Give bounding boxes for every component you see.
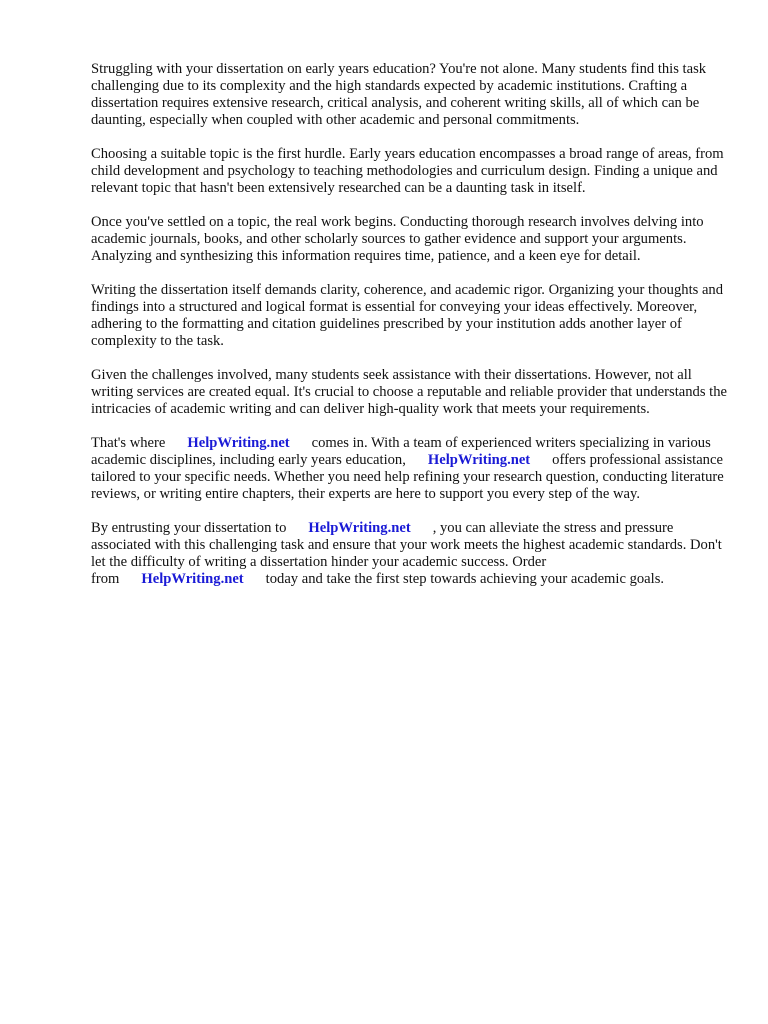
text-span: today and take the first step towards achieving your academic goals. bbox=[265, 571, 665, 587]
text-span: , you can alleviate the stress and pressure associated with this challenging task and ensure that your work meets the highest academic standards. Don't let the difficulty of writing a dissertation hinder your academic success. Order from bbox=[91, 520, 722, 587]
paragraph-intro: Struggling with your dissertation on early years education? You're not alone. Many students find this task challenging due to its complexity and the high standards expected by academic institutions. Crafting a dissertation requires extensive research, critical analysis, and coherent writing skills, all of which can be daunting, especially when coupled with other academic and personal commitments. bbox=[91, 61, 707, 128]
text-span: comes in. With a team of experienced writers specializing in various academic disciplines, including early years education, bbox=[91, 435, 711, 468]
paragraph-challenges: Given the challenges involved, many students seek assistance with their dissertations. However, not all writing services are created equal. It's crucial to choose a reputable and reliable provider that understands the intricacies of academic writing and can deliver high-quality work that meets your requirements. bbox=[91, 367, 727, 417]
text-span: That's where bbox=[91, 435, 166, 451]
paragraph-closing bbox=[91, 520, 731, 588]
text-span: offers professional assistance tailored to your specific needs. Whether you need help refining your research question, conducting literature reviews, or writing entire chapters, their experts are here to support you every step of the way. bbox=[91, 452, 724, 502]
document-page bbox=[91, 61, 731, 605]
helpwriting-link-4[interactable]: HelpWriting.net bbox=[141, 571, 244, 587]
paragraph-service bbox=[91, 435, 731, 503]
helpwriting-link-1[interactable]: HelpWriting.net bbox=[187, 435, 290, 451]
text-span: By entrusting your dissertation to bbox=[91, 520, 287, 536]
paragraph-topic: Choosing a suitable topic is the first hurdle. Early years education encompasses a broad range of areas, from child development and psychology to teaching methodologies and curriculum design. Finding a unique and relevant topic that hasn't been extensively researched can be a daunting task in itself. bbox=[91, 146, 724, 196]
helpwriting-link-3[interactable]: HelpWriting.net bbox=[308, 520, 411, 536]
paragraph-research: Once you've settled on a topic, the real work begins. Conducting thorough research involves delving into academic journals, books, and other scholarly sources to gather evidence and support your arguments. Analyzing and synthesizing this information requires time, patience, and a keen eye for detail. bbox=[91, 214, 704, 264]
paragraph-writing: Writing the dissertation itself demands clarity, coherence, and academic rigor. Organizing your thoughts and findings into a structured and logical format is essential for conveying your ideas effectively. Moreover, adhering to the formatting and citation guidelines prescribed by your institution adds another layer of complexity to the task. bbox=[91, 282, 724, 349]
helpwriting-link-2[interactable]: HelpWriting.net bbox=[427, 452, 531, 468]
